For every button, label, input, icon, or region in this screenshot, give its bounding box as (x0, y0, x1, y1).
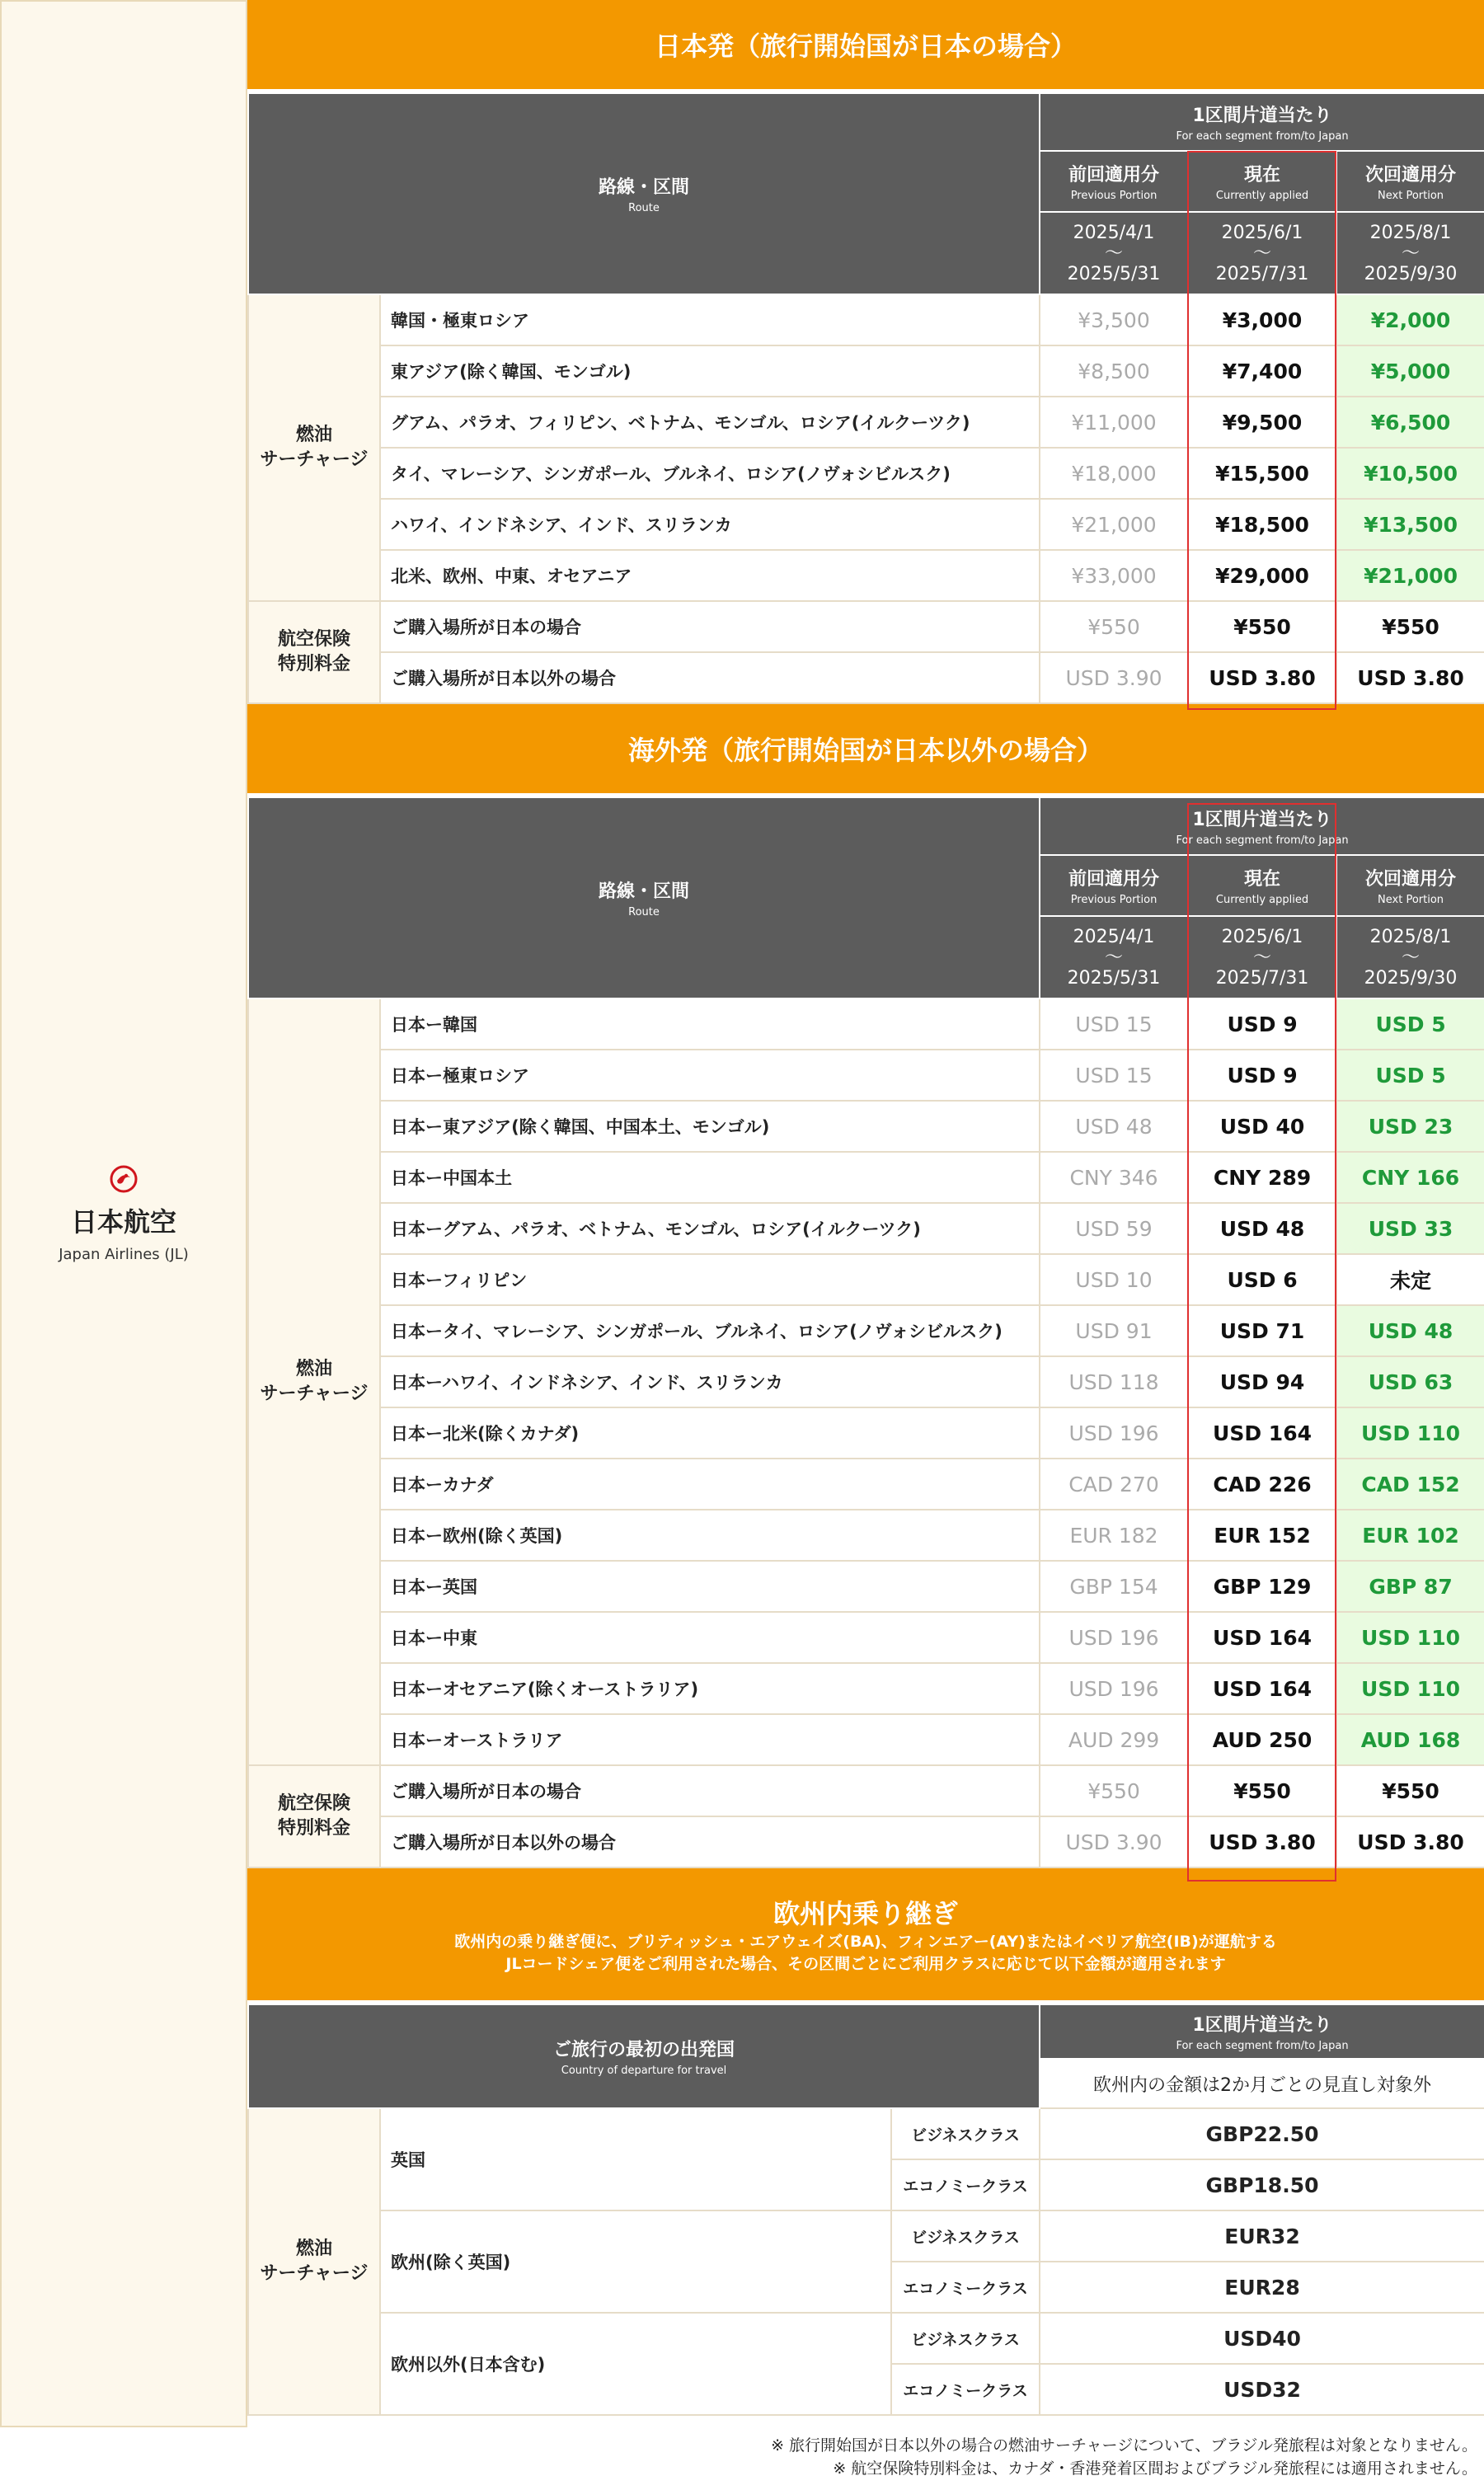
fuel-surcharge-label (248, 294, 380, 601)
table-row (248, 1714, 1484, 1765)
route-name: 北米、欧州、中東、オセアニア (380, 550, 1040, 601)
next-header-label-en: Next Portion (1378, 190, 1444, 202)
next-value: ¥10,500 (1336, 448, 1484, 499)
table-row (248, 1612, 1484, 1663)
footnote-2: ※ 航空保険特別料金は、カナダ・香港発着区間およびブラジル発旅程には適用されません。 (833, 2459, 1477, 2478)
europe-desc-2: JLコードシェア便をご利用された場合、その区間ごとにご利用クラスに応じて以下金額が適用されます (505, 1955, 1226, 1973)
current-value: USD 40 (1188, 1101, 1336, 1152)
prev-to: 2025/5/31 (1067, 967, 1161, 989)
table-row (248, 1561, 1484, 1612)
next-value: ¥6,500 (1336, 397, 1484, 448)
table-row (248, 1510, 1484, 1561)
next-value: USD 110 (1336, 1407, 1484, 1459)
current-value: USD 164 (1188, 1663, 1336, 1714)
next-value: ¥550 (1336, 1765, 1484, 1816)
next-value: USD 48 (1336, 1305, 1484, 1356)
next-header (1336, 151, 1484, 212)
table-row (248, 1203, 1484, 1254)
prev-value: USD 59 (1040, 1203, 1188, 1254)
route-name: 日本ーフィリピン (380, 1254, 1040, 1305)
route-header-label-en: Route (628, 202, 660, 214)
cur-header-label: 現在 (1244, 869, 1281, 890)
prev-header (1040, 855, 1188, 916)
current-value: ¥18,500 (1188, 499, 1336, 550)
prev-value: USD 3.90 (1040, 652, 1188, 703)
prev-value: CNY 346 (1040, 1152, 1188, 1203)
segment-header-label: 1区間片道当たり (1192, 106, 1332, 126)
overseas-title-text: 海外発（旅行開始国が日本以外の場合） (627, 735, 1103, 766)
airline-cell (0, 0, 247, 2427)
next-tilde: 〜 (1402, 947, 1421, 968)
current-value: USD 3.80 (1188, 652, 1336, 703)
current-value: USD 48 (1188, 1203, 1336, 1254)
europe-table (247, 2004, 1484, 2416)
segment-header-label-en: For each segment from/to Japan (1176, 834, 1349, 847)
route-name: 日本ー欧州(除く英国) (380, 1510, 1040, 1561)
prev-value: ¥550 (1040, 1765, 1188, 1816)
japan-title-text: 日本発（旅行開始国が日本の場合） (654, 31, 1077, 62)
table-row (248, 1254, 1484, 1305)
fuel-surcharge-label-line-1: 燃油 (295, 1359, 332, 1379)
next-value: USD 5 (1336, 998, 1484, 1050)
next-to: 2025/9/30 (1364, 263, 1458, 284)
fuel-surcharge-label (248, 2108, 380, 2415)
prev-to: 2025/5/31 (1067, 263, 1161, 284)
current-value: ¥550 (1188, 601, 1336, 652)
prev-value: EUR 182 (1040, 1510, 1188, 1561)
table-row (248, 2313, 1484, 2364)
origin-header (248, 2004, 1040, 2108)
prev-value: ¥21,000 (1040, 499, 1188, 550)
current-value: USD 71 (1188, 1305, 1336, 1356)
footnotes (771, 2434, 1477, 2480)
prev-value: USD 196 (1040, 1663, 1188, 1714)
route-name: タイ、マレーシア、シンガポール、ブルネイ、ロシア(ノヴォシビルスク) (380, 448, 1040, 499)
origin-name: 欧州(除く英国) (380, 2210, 891, 2313)
cur-header (1188, 855, 1336, 916)
next-period (1336, 212, 1484, 294)
cur-period (1188, 916, 1336, 998)
current-value: CNY 289 (1188, 1152, 1336, 1203)
current-value: ¥15,500 (1188, 448, 1336, 499)
current-value: ¥550 (1188, 1765, 1336, 1816)
cur-to: 2025/7/31 (1215, 263, 1309, 284)
cur-period (1188, 212, 1336, 294)
current-value: ¥9,500 (1188, 397, 1336, 448)
route-name: 日本ー極東ロシア (380, 1050, 1040, 1101)
class-value: GBP18.50 (1040, 2159, 1484, 2210)
table-row (248, 294, 1484, 345)
route-header-label: 路線・区間 (599, 177, 690, 198)
prev-value: USD 48 (1040, 1101, 1188, 1152)
route-name: ご購入場所が日本以外の場合 (380, 1816, 1040, 1868)
route-header-label-en: Route (628, 906, 660, 918)
insurance-label (248, 1765, 380, 1868)
class-name: エコノミークラス (891, 2364, 1040, 2415)
prev-header-label-en: Previous Portion (1070, 190, 1158, 202)
class-name: ビジネスクラス (891, 2313, 1040, 2364)
origin-header-label: ご旅行の最初の出発国 (553, 2040, 735, 2060)
current-value: USD 94 (1188, 1356, 1336, 1407)
table-row (248, 345, 1484, 397)
next-value: CNY 166 (1336, 1152, 1484, 1203)
prev-value: ¥11,000 (1040, 397, 1188, 448)
current-value: GBP 129 (1188, 1561, 1336, 1612)
table-row (248, 448, 1484, 499)
insurance-label-line-1: 航空保険 (277, 629, 350, 650)
table-row (248, 1407, 1484, 1459)
route-name: ご購入場所が日本の場合 (380, 1765, 1040, 1816)
cur-to: 2025/7/31 (1215, 967, 1309, 989)
prev-value: USD 91 (1040, 1305, 1188, 1356)
next-value: CAD 152 (1336, 1459, 1484, 1510)
next-value: ¥2,000 (1336, 294, 1484, 345)
current-value: USD 3.80 (1188, 1816, 1336, 1868)
next-header-label: 次回適用分 (1365, 165, 1457, 186)
class-value: USD32 (1040, 2364, 1484, 2415)
route-name: 日本ーオセアニア(除くオーストラリア) (380, 1663, 1040, 1714)
cur-tilde: 〜 (1253, 947, 1272, 968)
airline-name: 日本航空 (70, 1205, 176, 1238)
current-value: USD 6 (1188, 1254, 1336, 1305)
segment-header (1040, 93, 1484, 151)
europe-title-text: 欧州内乗り継ぎ (773, 1898, 958, 1929)
overseas-table (247, 796, 1484, 1868)
segment-header (1040, 797, 1484, 855)
table-row (248, 601, 1484, 652)
class-name: ビジネスクラス (891, 2108, 1040, 2159)
prev-value: ¥3,500 (1040, 294, 1188, 345)
table-row (248, 998, 1484, 1050)
class-name: エコノミークラス (891, 2159, 1040, 2210)
next-value: USD 5 (1336, 1050, 1484, 1101)
next-value: ¥5,000 (1336, 345, 1484, 397)
table-row (248, 1765, 1484, 1816)
next-header-label: 次回適用分 (1365, 869, 1457, 890)
table-row (248, 1816, 1484, 1868)
prev-header-label: 前回適用分 (1068, 165, 1160, 186)
table-row (248, 1050, 1484, 1101)
crane-circle-icon (110, 1165, 138, 1193)
prev-tilde: 〜 (1105, 947, 1124, 968)
route-name: 日本ー英国 (380, 1561, 1040, 1612)
prev-value: GBP 154 (1040, 1561, 1188, 1612)
next-to: 2025/9/30 (1364, 967, 1458, 989)
next-value: USD 110 (1336, 1663, 1484, 1714)
prev-from: 2025/4/1 (1073, 222, 1155, 243)
next-value: ¥550 (1336, 601, 1484, 652)
prev-value: USD 196 (1040, 1612, 1188, 1663)
route-name: 日本ー韓国 (380, 998, 1040, 1050)
table-row (248, 1152, 1484, 1203)
next-value: USD 110 (1336, 1612, 1484, 1663)
europe-segment-label-en: For each segment from/to Japan (1176, 2040, 1349, 2052)
fuel-surcharge-label-line-2: サーチャージ (260, 2263, 369, 2284)
prev-period (1040, 212, 1188, 294)
prev-value: USD 15 (1040, 1050, 1188, 1101)
cur-from: 2025/6/1 (1221, 222, 1303, 243)
route-name: 日本ー中国本土 (380, 1152, 1040, 1203)
route-name: 韓国・極東ロシア (380, 294, 1040, 345)
table-row (248, 2108, 1484, 2159)
europe-segment-label: 1区間片道当たり (1192, 2015, 1332, 2036)
current-value: USD 9 (1188, 998, 1336, 1050)
current-value: EUR 152 (1188, 1510, 1336, 1561)
insurance-label (248, 601, 380, 703)
route-name: 日本ータイ、マレーシア、シンガポール、ブルネイ、ロシア(ノヴォシビルスク) (380, 1305, 1040, 1356)
route-name: グアム、パラオ、フィリピン、ベトナム、モンゴル、ロシア(イルクーツク) (380, 397, 1040, 448)
cur-from: 2025/6/1 (1221, 926, 1303, 947)
prev-value: CAD 270 (1040, 1459, 1188, 1510)
next-value: GBP 87 (1336, 1561, 1484, 1612)
table-row (248, 2210, 1484, 2262)
segment-header-label: 1区間片道当たり (1192, 810, 1332, 830)
overseas-section-title (247, 704, 1484, 796)
route-header (248, 93, 1040, 294)
prev-tilde: 〜 (1105, 242, 1124, 264)
route-name: 日本ー東アジア(除く韓国、中国本土、モンゴル) (380, 1101, 1040, 1152)
current-value: USD 164 (1188, 1612, 1336, 1663)
class-value: GBP22.50 (1040, 2108, 1484, 2159)
table-row (248, 1663, 1484, 1714)
next-value: USD 3.80 (1336, 652, 1484, 703)
route-name: 日本ー中東 (380, 1612, 1040, 1663)
class-name: ビジネスクラス (891, 2210, 1040, 2262)
route-name: 日本ー北米(除くカナダ) (380, 1407, 1040, 1459)
prev-value: USD 10 (1040, 1254, 1188, 1305)
next-header-label-en: Next Portion (1378, 894, 1444, 906)
class-value: EUR28 (1040, 2262, 1484, 2313)
route-name: 東アジア(除く韓国、モンゴル) (380, 345, 1040, 397)
origin-header-label-en: Country of departure for travel (561, 2065, 727, 2077)
table-row (248, 397, 1484, 448)
next-from: 2025/8/1 (1369, 926, 1452, 947)
prev-header-label: 前回適用分 (1068, 869, 1160, 890)
origin-name: 欧州以外(日本含む) (380, 2313, 891, 2415)
cur-header-label-en: Currently applied (1215, 190, 1309, 202)
fuel-surcharge-label-line-2: サーチャージ (260, 449, 369, 470)
prev-value: USD 3.90 (1040, 1816, 1188, 1868)
next-header (1336, 855, 1484, 916)
route-name: ご購入場所が日本の場合 (380, 601, 1040, 652)
cur-header-label-en: Currently applied (1215, 894, 1309, 906)
current-value: ¥29,000 (1188, 550, 1336, 601)
next-value: USD 3.80 (1336, 1816, 1484, 1868)
next-value: AUD 168 (1336, 1714, 1484, 1765)
prev-value: USD 196 (1040, 1407, 1188, 1459)
current-value: USD 9 (1188, 1050, 1336, 1101)
prev-value: USD 15 (1040, 998, 1188, 1050)
route-name: 日本ーグアム、パラオ、ベトナム、モンゴル、ロシア(イルクーツク) (380, 1203, 1040, 1254)
next-value: ¥13,500 (1336, 499, 1484, 550)
next-from: 2025/8/1 (1369, 222, 1452, 243)
class-value: USD40 (1040, 2313, 1484, 2364)
airline-name-en: Japan Airlines (JL) (59, 1245, 189, 1263)
table-row (248, 550, 1484, 601)
fuel-surcharge-label-line-1: 燃油 (295, 2239, 332, 2259)
insurance-label-line-2: 特別料金 (277, 1818, 350, 1839)
route-name: 日本ーオーストラリア (380, 1714, 1040, 1765)
next-tilde: 〜 (1402, 242, 1421, 264)
europe-section-title (247, 1868, 1484, 2004)
next-period (1336, 916, 1484, 998)
segment-header-label-en: For each segment from/to Japan (1176, 130, 1349, 143)
fuel-surcharge-label-line-2: サーチャージ (260, 1384, 369, 1404)
prev-value: ¥33,000 (1040, 550, 1188, 601)
table-row (248, 1305, 1484, 1356)
route-name: ご購入場所が日本以外の場合 (380, 652, 1040, 703)
current-value: ¥7,400 (1188, 345, 1336, 397)
prev-header (1040, 151, 1188, 212)
insurance-label-line-2: 特別料金 (277, 654, 350, 674)
prev-value: AUD 299 (1040, 1714, 1188, 1765)
current-value: CAD 226 (1188, 1459, 1336, 1510)
table-row (248, 1356, 1484, 1407)
cur-tilde: 〜 (1253, 242, 1272, 264)
prev-value: USD 118 (1040, 1356, 1188, 1407)
next-value: USD 23 (1336, 1101, 1484, 1152)
table-row (248, 499, 1484, 550)
cur-header (1188, 151, 1336, 212)
next-value: ¥21,000 (1336, 550, 1484, 601)
prev-header-label-en: Previous Portion (1070, 894, 1158, 906)
route-name: 日本ーカナダ (380, 1459, 1040, 1510)
class-name: エコノミークラス (891, 2262, 1040, 2313)
japan-table (247, 92, 1484, 704)
table-row (248, 652, 1484, 703)
table-row (248, 1101, 1484, 1152)
prev-value: ¥550 (1040, 601, 1188, 652)
current-value: ¥3,000 (1188, 294, 1336, 345)
next-value: 未定 (1336, 1254, 1484, 1305)
europe-note: 欧州内の金額は2か月ごとの見直し対象外 (1040, 2059, 1484, 2108)
route-header (248, 797, 1040, 998)
next-value: EUR 102 (1336, 1510, 1484, 1561)
route-name: ハワイ、インドネシア、インド、スリランカ (380, 499, 1040, 550)
route-header-label: 路線・区間 (599, 881, 690, 902)
table-row (248, 1459, 1484, 1510)
current-value: USD 164 (1188, 1407, 1336, 1459)
next-value: USD 33 (1336, 1203, 1484, 1254)
prev-value: ¥8,500 (1040, 345, 1188, 397)
next-value: USD 63 (1336, 1356, 1484, 1407)
content-area (247, 0, 1484, 2416)
insurance-label-line-1: 航空保険 (277, 1793, 350, 1814)
fuel-surcharge-label (248, 998, 380, 1765)
prev-from: 2025/4/1 (1073, 926, 1155, 947)
origin-name: 英国 (380, 2108, 891, 2210)
cur-header-label: 現在 (1244, 165, 1281, 186)
route-name: 日本ーハワイ、インドネシア、インド、スリランカ (380, 1356, 1040, 1407)
japan-section-title (247, 0, 1484, 92)
current-value: AUD 250 (1188, 1714, 1336, 1765)
europe-segment-header (1040, 2004, 1484, 2059)
fuel-surcharge-label-line-1: 燃油 (295, 425, 332, 445)
europe-desc-1: 欧州内の乗り継ぎ便に、ブリティッシュ・エアウェイズ(BA)、フィンエアー(AY)またはイベリア航空(IB)が運航する (454, 1933, 1277, 1951)
prev-value: ¥18,000 (1040, 448, 1188, 499)
prev-period (1040, 916, 1188, 998)
footnote-1: ※ 旅行開始国が日本以外の場合の燃油サーチャージについて、ブラジル発旅程は対象となりません。 (771, 2436, 1477, 2455)
class-value: EUR32 (1040, 2210, 1484, 2262)
